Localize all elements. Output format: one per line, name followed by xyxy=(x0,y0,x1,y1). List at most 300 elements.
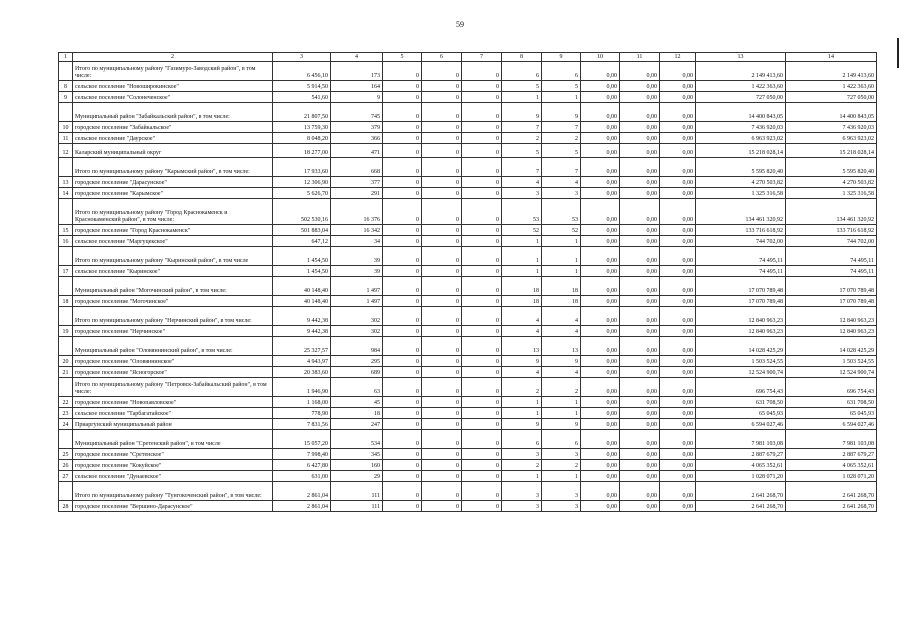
value-cell: 0 xyxy=(462,236,502,247)
value-cell: 16 342 xyxy=(331,225,383,236)
value-cell: 1 422 363,60 xyxy=(696,81,786,92)
table-row xyxy=(59,337,877,356)
value-cell: 9 442,38 xyxy=(273,326,331,337)
value-cell: 9 xyxy=(542,103,581,122)
value-cell: 0,00 xyxy=(620,236,660,247)
value-cell: 0 xyxy=(462,177,502,188)
territory-name-cell: Муниципальный район "Сретенский район", в том числе xyxy=(73,430,273,449)
value-cell: 18 xyxy=(542,277,581,296)
value-cell: 9 442,38 xyxy=(273,307,331,326)
row-number-cell xyxy=(59,103,73,122)
value-cell: 0,00 xyxy=(660,199,696,225)
value-cell: 0,00 xyxy=(620,471,660,482)
value-cell: 1 503 524,55 xyxy=(696,356,786,367)
value-cell: 0 xyxy=(422,103,462,122)
value-cell: 5 xyxy=(542,144,581,158)
value-cell: 0 xyxy=(383,225,422,236)
value-cell: 727 050,00 xyxy=(786,92,877,103)
value-cell: 744 702,00 xyxy=(696,236,786,247)
row-number-cell: 26 xyxy=(59,460,73,471)
value-cell: 2 887 679,27 xyxy=(786,449,877,460)
value-cell: 0,00 xyxy=(581,430,620,449)
territory-name-cell: городское поселение "Нерчинское" xyxy=(73,326,273,337)
value-cell: 744 702,00 xyxy=(786,236,877,247)
value-cell: 0 xyxy=(422,397,462,408)
value-cell: 4 065 352,61 xyxy=(786,460,877,471)
row-number-cell xyxy=(59,378,73,397)
value-cell: 366 xyxy=(331,133,383,144)
value-cell: 65 045,93 xyxy=(696,408,786,419)
value-cell: 4 xyxy=(502,307,542,326)
value-cell: 74 495,11 xyxy=(696,247,786,266)
value-cell: 0 xyxy=(383,460,422,471)
territory-name-cell: городское поселение "Оловяннинское" xyxy=(73,356,273,367)
value-cell: 7 998,40 xyxy=(273,449,331,460)
value-cell: 0 xyxy=(462,307,502,326)
value-cell: 0 xyxy=(462,199,502,225)
value-cell: 6 963 923,02 xyxy=(786,133,877,144)
value-cell: 0 xyxy=(422,122,462,133)
value-cell: 0 xyxy=(383,337,422,356)
column-number: 10 xyxy=(581,53,620,62)
value-cell: 1 325 316,58 xyxy=(696,188,786,199)
value-cell: 0 xyxy=(383,419,422,430)
value-cell: 1 497 xyxy=(331,277,383,296)
value-cell: 0,00 xyxy=(660,397,696,408)
value-cell: 2 861,04 xyxy=(273,482,331,501)
row-number-cell: 9 xyxy=(59,92,73,103)
value-cell: 3 xyxy=(542,482,581,501)
value-cell: 0 xyxy=(462,144,502,158)
value-cell: 0,00 xyxy=(660,247,696,266)
table-row xyxy=(59,356,877,367)
territory-name-cell: Итого по муниципальному району "Тунгокоченский район", в том числе: xyxy=(73,482,273,501)
value-cell: 7 981 103,08 xyxy=(696,430,786,449)
value-cell: 6 963 923,02 xyxy=(696,133,786,144)
territory-name-cell: городское поселение "Кокуйское" xyxy=(73,460,273,471)
value-cell: 1 325 316,58 xyxy=(786,188,877,199)
value-cell: 63 xyxy=(331,378,383,397)
table-row xyxy=(59,296,877,307)
value-cell: 160 xyxy=(331,460,383,471)
value-cell: 0 xyxy=(422,430,462,449)
value-cell: 0 xyxy=(422,501,462,512)
value-cell: 0,00 xyxy=(581,199,620,225)
territory-name-cell: городское поселение "Город Краснокаменск" xyxy=(73,225,273,236)
value-cell: 0 xyxy=(383,501,422,512)
value-cell: 3 xyxy=(542,449,581,460)
value-cell: 0,00 xyxy=(581,356,620,367)
value-cell: 0,00 xyxy=(620,367,660,378)
table-row xyxy=(59,397,877,408)
value-cell: 0 xyxy=(383,397,422,408)
data-table xyxy=(58,52,877,512)
value-cell: 0 xyxy=(422,449,462,460)
value-cell: 14 028 425,29 xyxy=(696,337,786,356)
territory-name-cell: сельское поселение "Солонеченское" xyxy=(73,92,273,103)
row-number-cell: 15 xyxy=(59,225,73,236)
table-row xyxy=(59,471,877,482)
value-cell: 0 xyxy=(422,460,462,471)
value-cell: 0 xyxy=(462,92,502,103)
value-cell: 0 xyxy=(383,367,422,378)
value-cell: 0 xyxy=(422,247,462,266)
value-cell: 5 595 820,40 xyxy=(786,158,877,177)
value-cell: 39 xyxy=(331,266,383,277)
value-cell: 0 xyxy=(383,62,422,81)
value-cell: 173 xyxy=(331,62,383,81)
value-cell: 0 xyxy=(422,356,462,367)
value-cell: 45 xyxy=(331,397,383,408)
column-number: 3 xyxy=(273,53,331,62)
value-cell: 0,00 xyxy=(660,225,696,236)
value-cell: 14 028 425,29 xyxy=(786,337,877,356)
value-cell: 2 641 268,70 xyxy=(696,501,786,512)
row-number-cell: 25 xyxy=(59,449,73,460)
row-number-cell: 18 xyxy=(59,296,73,307)
value-cell: 0 xyxy=(462,158,502,177)
territory-name-cell: Муниципальный район "Оловяннинский район", в том числе: xyxy=(73,337,273,356)
value-cell: 0,00 xyxy=(581,277,620,296)
table-row xyxy=(59,199,877,225)
value-cell: 0 xyxy=(383,326,422,337)
value-cell: 1 xyxy=(502,397,542,408)
value-cell: 0,00 xyxy=(620,460,660,471)
value-cell: 1 xyxy=(542,92,581,103)
value-cell: 0 xyxy=(383,356,422,367)
value-cell: 1 xyxy=(502,247,542,266)
value-cell: 0,00 xyxy=(620,81,660,92)
value-cell: 133 716 618,92 xyxy=(696,225,786,236)
value-cell: 2 xyxy=(502,133,542,144)
value-cell: 0 xyxy=(383,266,422,277)
row-number-cell xyxy=(59,158,73,177)
value-cell: 541,60 xyxy=(273,92,331,103)
value-cell: 4 xyxy=(542,326,581,337)
value-cell: 3 xyxy=(542,501,581,512)
value-cell: 0,00 xyxy=(660,158,696,177)
value-cell: 1 xyxy=(502,408,542,419)
value-cell: 1 454,50 xyxy=(273,247,331,266)
value-cell: 17 070 789,48 xyxy=(696,277,786,296)
value-cell: 7 xyxy=(502,158,542,177)
table-row xyxy=(59,419,877,430)
value-cell: 0 xyxy=(383,449,422,460)
value-cell: 0 xyxy=(383,92,422,103)
territory-name-cell: городское поселение "Могочинское" xyxy=(73,296,273,307)
value-cell: 3 xyxy=(502,482,542,501)
value-cell: 5 xyxy=(542,81,581,92)
value-cell: 0,00 xyxy=(620,397,660,408)
row-number-cell: 11 xyxy=(59,133,73,144)
column-number: 4 xyxy=(331,53,383,62)
table-row xyxy=(59,103,877,122)
row-number-cell xyxy=(59,62,73,81)
value-cell: 0,00 xyxy=(581,188,620,199)
value-cell: 14 400 843,05 xyxy=(696,103,786,122)
value-cell: 0,00 xyxy=(620,326,660,337)
value-cell: 1 503 524,55 xyxy=(786,356,877,367)
value-cell: 534 xyxy=(331,430,383,449)
value-cell: 15 218 028,14 xyxy=(786,144,877,158)
value-cell: 12 840 963,23 xyxy=(786,307,877,326)
territory-name-cell: городское поселение "Вершино-Дарасунское" xyxy=(73,501,273,512)
value-cell: 984 xyxy=(331,337,383,356)
value-cell: 4 943,97 xyxy=(273,356,331,367)
value-cell: 0 xyxy=(422,367,462,378)
row-number-cell: 17 xyxy=(59,266,73,277)
value-cell: 668 xyxy=(331,158,383,177)
row-number-cell xyxy=(59,199,73,225)
value-cell: 0,00 xyxy=(620,247,660,266)
value-cell: 0,00 xyxy=(660,337,696,356)
value-cell: 0 xyxy=(462,356,502,367)
value-cell: 0,00 xyxy=(581,158,620,177)
value-cell: 291 xyxy=(331,188,383,199)
row-number-cell: 19 xyxy=(59,326,73,337)
value-cell: 0,00 xyxy=(660,449,696,460)
territory-name-cell: Итого по муниципальному району "Карымский район", в том числе: xyxy=(73,158,273,177)
value-cell: 0,00 xyxy=(660,408,696,419)
table-row xyxy=(59,408,877,419)
value-cell: 0,00 xyxy=(620,408,660,419)
value-cell: 40 148,40 xyxy=(273,296,331,307)
value-cell: 295 xyxy=(331,356,383,367)
column-number: 14 xyxy=(786,53,877,62)
value-cell: 111 xyxy=(331,501,383,512)
value-cell: 0,00 xyxy=(660,144,696,158)
value-cell: 0,00 xyxy=(581,236,620,247)
value-cell: 0 xyxy=(422,225,462,236)
value-cell: 134 461 320,92 xyxy=(786,199,877,225)
value-cell: 0 xyxy=(422,307,462,326)
value-cell: 4 270 503,82 xyxy=(786,177,877,188)
value-cell: 0 xyxy=(422,266,462,277)
table-row xyxy=(59,92,877,103)
value-cell: 0 xyxy=(422,81,462,92)
value-cell: 9 xyxy=(331,92,383,103)
value-cell: 0,00 xyxy=(581,449,620,460)
value-cell: 0 xyxy=(462,408,502,419)
value-cell: 9 xyxy=(502,419,542,430)
value-cell: 0 xyxy=(383,177,422,188)
value-cell: 2 641 268,70 xyxy=(786,482,877,501)
value-cell: 0,00 xyxy=(581,103,620,122)
value-cell: 0,00 xyxy=(581,144,620,158)
value-cell: 12 306,90 xyxy=(273,177,331,188)
value-cell: 0 xyxy=(383,378,422,397)
value-cell: 164 xyxy=(331,81,383,92)
value-cell: 6 427,80 xyxy=(273,460,331,471)
value-cell: 2 xyxy=(542,460,581,471)
value-cell: 12 840 963,23 xyxy=(786,326,877,337)
value-cell: 0,00 xyxy=(581,266,620,277)
territory-name-cell: сельское поселение "Маргуцекское" xyxy=(73,236,273,247)
value-cell: 0,00 xyxy=(620,419,660,430)
table-row xyxy=(59,133,877,144)
value-cell: 53 xyxy=(502,199,542,225)
column-number: 12 xyxy=(660,53,696,62)
value-cell: 0,00 xyxy=(660,326,696,337)
value-cell: 0,00 xyxy=(660,367,696,378)
column-number: 6 xyxy=(422,53,462,62)
value-cell: 0,00 xyxy=(581,419,620,430)
value-cell: 0,00 xyxy=(620,482,660,501)
value-cell: 18 xyxy=(331,408,383,419)
territory-name-cell: Итого по муниципальному району "Нерчинский район", в том числе: xyxy=(73,307,273,326)
value-cell: 0,00 xyxy=(620,144,660,158)
table-row xyxy=(59,482,877,501)
value-cell: 0 xyxy=(383,81,422,92)
value-cell: 5 xyxy=(502,144,542,158)
page-number: 59 xyxy=(456,20,464,29)
value-cell: 15 218 028,14 xyxy=(696,144,786,158)
row-number-cell: 27 xyxy=(59,471,73,482)
territory-name-cell: сельское поселение "Новоширокинское" xyxy=(73,81,273,92)
value-cell: 133 716 618,92 xyxy=(786,225,877,236)
value-cell: 1 xyxy=(542,408,581,419)
row-number-cell: 12 xyxy=(59,144,73,158)
value-cell: 0,00 xyxy=(620,277,660,296)
value-cell: 0 xyxy=(383,144,422,158)
column-number: 2 xyxy=(73,53,273,62)
value-cell: 3 xyxy=(542,188,581,199)
value-cell: 34 xyxy=(331,236,383,247)
value-cell: 4 xyxy=(542,307,581,326)
row-number-cell: 10 xyxy=(59,122,73,133)
value-cell: 0,00 xyxy=(620,122,660,133)
value-cell: 0,00 xyxy=(581,337,620,356)
value-cell: 111 xyxy=(331,482,383,501)
value-cell: 0,00 xyxy=(660,92,696,103)
value-cell: 0 xyxy=(462,449,502,460)
value-cell: 0,00 xyxy=(620,266,660,277)
margin-mark xyxy=(897,38,899,68)
value-cell: 74 495,11 xyxy=(786,266,877,277)
value-cell: 2 641 268,70 xyxy=(786,501,877,512)
value-cell: 345 xyxy=(331,449,383,460)
value-cell: 2 887 679,27 xyxy=(696,449,786,460)
value-cell: 0,00 xyxy=(660,307,696,326)
value-cell: 74 495,11 xyxy=(696,266,786,277)
value-cell: 1 028 071,20 xyxy=(696,471,786,482)
value-cell: 65 045,93 xyxy=(786,408,877,419)
territory-name-cell: Итого по муниципальному району "Кыринский район", в том числе xyxy=(73,247,273,266)
value-cell: 0,00 xyxy=(620,199,660,225)
column-number: 1 xyxy=(59,53,73,62)
territory-name-cell: Приаргунский муниципальный район xyxy=(73,419,273,430)
value-cell: 0,00 xyxy=(581,247,620,266)
value-cell: 0,00 xyxy=(581,307,620,326)
table-row xyxy=(59,449,877,460)
column-number: 9 xyxy=(542,53,581,62)
value-cell: 0 xyxy=(462,378,502,397)
value-cell: 5 595 820,40 xyxy=(696,158,786,177)
table-header-row xyxy=(59,53,877,62)
value-cell: 377 xyxy=(331,177,383,188)
value-cell: 52 xyxy=(542,225,581,236)
row-number-cell xyxy=(59,277,73,296)
value-cell: 9 xyxy=(542,356,581,367)
value-cell: 53 xyxy=(542,199,581,225)
value-cell: 1 028 071,20 xyxy=(786,471,877,482)
territory-name-cell: городское поселение "Карымское" xyxy=(73,188,273,199)
value-cell: 302 xyxy=(331,326,383,337)
value-cell: 0,00 xyxy=(660,133,696,144)
value-cell: 0,00 xyxy=(660,460,696,471)
value-cell: 18 xyxy=(502,277,542,296)
value-cell: 631 708,50 xyxy=(696,397,786,408)
row-number-cell: 28 xyxy=(59,501,73,512)
value-cell: 7 xyxy=(502,122,542,133)
territory-name-cell: городское поселение "Забайкальское" xyxy=(73,122,273,133)
value-cell: 5 914,50 xyxy=(273,81,331,92)
value-cell: 0 xyxy=(383,277,422,296)
value-cell: 0,00 xyxy=(620,337,660,356)
value-cell: 18 xyxy=(502,296,542,307)
value-cell: 39 xyxy=(331,247,383,266)
value-cell: 0,00 xyxy=(581,81,620,92)
value-cell: 1 xyxy=(542,471,581,482)
value-cell: 0 xyxy=(462,367,502,378)
value-cell: 647,12 xyxy=(273,236,331,247)
value-cell: 0 xyxy=(383,122,422,133)
value-cell: 0,00 xyxy=(660,277,696,296)
value-cell: 0,00 xyxy=(660,356,696,367)
value-cell: 0,00 xyxy=(660,430,696,449)
value-cell: 0 xyxy=(422,92,462,103)
table-row xyxy=(59,326,877,337)
row-number-cell: 24 xyxy=(59,419,73,430)
value-cell: 0 xyxy=(462,397,502,408)
value-cell: 0,00 xyxy=(620,356,660,367)
value-cell: 12 840 963,23 xyxy=(696,307,786,326)
value-cell: 0,00 xyxy=(581,408,620,419)
value-cell: 4 065 352,61 xyxy=(696,460,786,471)
row-number-cell xyxy=(59,307,73,326)
value-cell: 6 594 027,46 xyxy=(696,419,786,430)
value-cell: 12 840 963,23 xyxy=(696,326,786,337)
value-cell: 0 xyxy=(462,247,502,266)
value-cell: 7 831,56 xyxy=(273,419,331,430)
value-cell: 0 xyxy=(383,482,422,501)
row-number-cell: 22 xyxy=(59,397,73,408)
column-number: 11 xyxy=(620,53,660,62)
value-cell: 9 xyxy=(542,419,581,430)
value-cell: 6 xyxy=(542,62,581,81)
value-cell: 17 933,60 xyxy=(273,158,331,177)
value-cell: 0,00 xyxy=(660,501,696,512)
value-cell: 7 xyxy=(542,122,581,133)
value-cell: 7 436 920,03 xyxy=(696,122,786,133)
value-cell: 0,00 xyxy=(581,133,620,144)
value-cell: 1 xyxy=(542,397,581,408)
territory-name-cell: городское поселение "Ясногорское" xyxy=(73,367,273,378)
value-cell: 379 xyxy=(331,122,383,133)
value-cell: 0,00 xyxy=(620,307,660,326)
value-cell: 18 xyxy=(542,296,581,307)
value-cell: 4 xyxy=(502,177,542,188)
value-cell: 0,00 xyxy=(660,236,696,247)
row-number-cell xyxy=(59,337,73,356)
table-row xyxy=(59,122,877,133)
table-row xyxy=(59,225,877,236)
value-cell: 1 xyxy=(502,92,542,103)
value-cell: 1 168,00 xyxy=(273,397,331,408)
table-row xyxy=(59,460,877,471)
value-cell: 2 xyxy=(502,378,542,397)
value-cell: 0,00 xyxy=(620,177,660,188)
